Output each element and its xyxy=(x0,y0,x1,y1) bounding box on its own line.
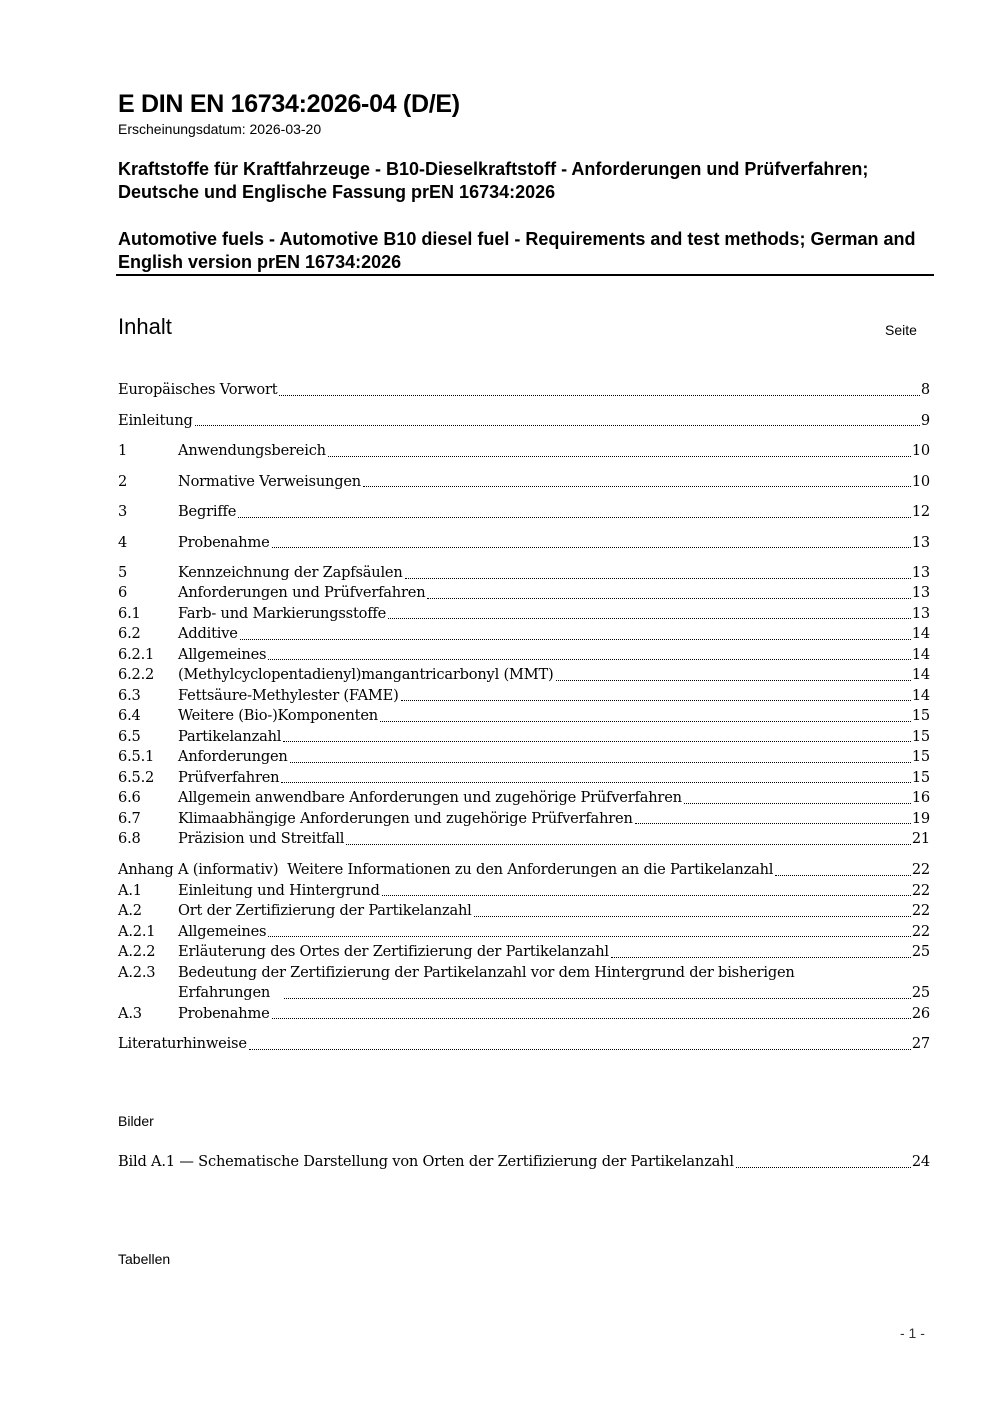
toc-entry-page: 21 xyxy=(911,830,930,847)
toc-leader-dots xyxy=(382,895,911,896)
toc-leader-dots xyxy=(238,517,911,518)
toc-page-column-heading: Seite xyxy=(885,322,917,338)
toc-entry[interactable] xyxy=(118,523,930,554)
toc-entry-label: Ort der Zertifizierung der Partikelanzahl xyxy=(178,902,472,919)
toc-entry-page: 19 xyxy=(911,809,930,827)
toc-entry[interactable] xyxy=(118,901,930,922)
title-german: Kraftstoffe für Kraftfahrzeuge - B10-Dieselkraftstoff - Anforderungen und Prüfverfahren; Deutsche und Englische Fassung prEN 16734:2026 xyxy=(118,159,869,202)
toc-entry[interactable] xyxy=(118,860,930,881)
toc-entry[interactable] xyxy=(118,686,930,707)
toc-leader-dots xyxy=(272,1018,911,1019)
toc-entry-label: Allgemeines xyxy=(178,922,267,940)
toc-entry-label: Farb- und Markierungsstoffe xyxy=(178,604,387,622)
toc-entry[interactable] xyxy=(118,809,930,830)
toc-entry-page: 22 xyxy=(911,881,930,899)
toc-leader-dots xyxy=(635,823,911,824)
toc-leader-dots xyxy=(556,680,911,681)
toc-entry-label: Additive xyxy=(178,625,238,642)
toc-entry[interactable] xyxy=(118,1034,930,1055)
toc-entry-label: (Methylcyclopentadienyl)mangantricarbonyl (MMT) xyxy=(178,666,554,683)
toc-entry-number: A.2.2 xyxy=(118,943,156,960)
toc-leader-dots xyxy=(268,936,911,937)
toc-entry-number: 6.3 xyxy=(118,686,141,704)
toc-entry[interactable] xyxy=(118,431,930,462)
toc-entry-page: 26 xyxy=(911,1004,930,1022)
toc-entry-number: 6 xyxy=(118,584,128,601)
toc-entry[interactable] xyxy=(118,553,930,584)
toc-group-annex-a xyxy=(118,860,930,1024)
toc-entry-number: 6.7 xyxy=(118,809,141,827)
toc-entry-label: Fettsäure-Methylester (FAME) xyxy=(178,686,399,704)
toc-leader-dots xyxy=(268,659,911,660)
toc-entry[interactable] xyxy=(118,881,930,902)
figure-entry-page: 24 xyxy=(911,1153,930,1170)
toc-entry-number: 6.2.1 xyxy=(118,645,155,663)
figures-list xyxy=(118,1152,930,1173)
figure-entry-label: Bild A.1 — Schematische Darstellung von Orten der Zertifizierung der Partikelanzahl xyxy=(118,1153,734,1170)
toc-entry-page: 14 xyxy=(911,686,930,704)
toc-entry-page: 10 xyxy=(911,472,930,490)
toc-leader-dots xyxy=(405,578,911,579)
toc-entry-number: 1 xyxy=(118,442,128,459)
toc-entry-page: 27 xyxy=(911,1035,930,1052)
toc-entry-label: Erläuterung des Ortes der Zertifizierung der Partikelanzahl xyxy=(178,943,609,960)
toc-entry[interactable] xyxy=(118,963,930,1004)
toc-entry-number: 6.5.1 xyxy=(118,748,155,765)
toc-entry[interactable] xyxy=(118,604,930,625)
toc-entry[interactable] xyxy=(118,829,930,850)
toc-entry-page: 14 xyxy=(911,666,930,683)
toc-entry-number: A.1 xyxy=(118,881,142,899)
toc-entry-label: Probenahme xyxy=(178,1004,270,1022)
toc-entry-page: 9 xyxy=(920,411,930,429)
toc-leader-dots xyxy=(363,486,911,487)
toc-leader-dots xyxy=(775,875,911,876)
toc-entry-number: 6.2 xyxy=(118,625,141,642)
toc-leader-dots xyxy=(388,618,911,619)
toc-entry-page: 14 xyxy=(911,625,930,642)
toc-entry-number: A.2.3 xyxy=(118,963,156,981)
toc-entry[interactable] xyxy=(118,922,930,943)
toc-entry-number: 6.6 xyxy=(118,789,141,806)
toc-entry[interactable] xyxy=(118,401,930,432)
toc-entry-number: 6.8 xyxy=(118,830,141,847)
toc-entry-label: Kennzeichnung der Zapfsäulen xyxy=(178,564,403,581)
toc-entry[interactable] xyxy=(118,788,930,809)
toc-entry-number: 6.1 xyxy=(118,604,141,622)
toc-entry-page: 14 xyxy=(911,645,930,663)
toc-entry-label: Prüfverfahren xyxy=(178,768,280,786)
toc-group-bibliography xyxy=(118,1034,930,1055)
figures-heading: Bilder xyxy=(118,1113,154,1129)
toc-entry-page: 22 xyxy=(911,902,930,919)
toc-entry[interactable] xyxy=(118,645,930,666)
toc-entry-page: 12 xyxy=(911,503,930,520)
toc-entry-label: Allgemein anwendbare Anforderungen und zugehörige Prüfverfahren xyxy=(178,789,682,806)
toc-entry[interactable] xyxy=(118,727,930,748)
toc-leader-dots xyxy=(346,844,911,845)
toc-entry[interactable] xyxy=(118,768,930,789)
toc-entry-page: 15 xyxy=(911,707,930,724)
toc-entry-page: 25 xyxy=(911,943,930,960)
toc-entry-number: 6.2.2 xyxy=(118,666,155,683)
toc-entry[interactable] xyxy=(118,624,930,645)
toc-entry-label: Bedeutung der Zertifizierung der Partikelanzahl vor dem Hintergrund der bisherigen Erfahrungen xyxy=(178,963,795,1001)
toc-group-section-6 xyxy=(118,583,930,850)
document-id: E DIN EN 16734:2026-04 (D/E) xyxy=(118,90,460,118)
toc-entry-page: 13 xyxy=(911,533,930,551)
toc-heading: Inhalt xyxy=(118,314,172,339)
toc-leader-dots xyxy=(240,639,911,640)
toc-leader-dots xyxy=(283,741,911,742)
toc-entry-page: 10 xyxy=(911,442,930,459)
toc-leader-dots xyxy=(195,425,920,426)
toc-entry-number: 5 xyxy=(118,564,128,581)
toc-entry-label: Europäisches Vorwort xyxy=(118,381,278,398)
toc-entry-label: Anhang A (informativ) Weitere Informationen zu den Anforderungen an die Partikelanzahl xyxy=(118,861,774,878)
toc-entry-number: 2 xyxy=(118,472,128,490)
toc-leader-dots xyxy=(736,1167,911,1168)
toc-leader-dots xyxy=(281,782,910,783)
toc-entry-label: Anwendungsbereich xyxy=(178,442,326,459)
toc-leader-dots xyxy=(272,547,911,548)
toc-entry[interactable] xyxy=(118,747,930,768)
toc-entry-label: Anforderungen xyxy=(178,748,288,765)
toc-entry-number: A.2 xyxy=(118,902,142,919)
toc-entry[interactable] xyxy=(118,942,930,963)
toc-entry-page: 22 xyxy=(911,922,930,940)
toc-entry-number: 6.5.2 xyxy=(118,768,155,786)
tables-heading: Tabellen xyxy=(118,1251,171,1267)
toc-entry-label: Literaturhinweise xyxy=(118,1035,247,1052)
toc-entry-number: A.3 xyxy=(118,1004,142,1022)
toc-entry-label: Partikelanzahl xyxy=(178,727,282,745)
title-divider xyxy=(116,274,934,276)
toc-entry-label: Einleitung und Hintergrund xyxy=(178,881,380,899)
toc-entry-number: A.2.1 xyxy=(118,922,156,940)
toc-entry-label: Weitere (Bio-)Komponenten xyxy=(178,707,378,724)
toc-entry[interactable] xyxy=(118,665,930,686)
figure-entry[interactable] xyxy=(118,1152,930,1173)
toc-entry-label: Anforderungen und Prüfverfahren xyxy=(178,584,426,601)
toc-leader-dots xyxy=(611,957,911,958)
toc-entry-number: 6.4 xyxy=(118,707,141,724)
title-english: Automotive fuels - Automotive B10 diesel fuel - Requirements and test methods; German and English version prEN 16734:2026 xyxy=(118,229,916,272)
toc-entry[interactable] xyxy=(118,706,930,727)
toc-entry-number: 6.5 xyxy=(118,727,141,745)
toc-leader-dots xyxy=(401,700,911,701)
toc-leader-dots xyxy=(284,998,911,999)
toc-entry-page: 13 xyxy=(911,604,930,622)
toc-entry-page: 15 xyxy=(911,727,930,745)
toc-entry-page: 15 xyxy=(911,768,930,786)
toc-leader-dots xyxy=(249,1049,911,1050)
toc-leader-dots xyxy=(427,598,910,599)
toc-leader-dots xyxy=(328,456,911,457)
toc-entry[interactable] xyxy=(118,462,930,493)
toc-entry-page: 16 xyxy=(911,789,930,806)
toc-entry-label: Probenahme xyxy=(178,533,270,551)
footer-page-number: - 1 - xyxy=(900,1325,925,1341)
toc-entry-number: 3 xyxy=(118,503,128,520)
toc-leader-dots xyxy=(290,762,911,763)
toc-leader-dots xyxy=(474,916,911,917)
toc-entry-label: Präzision und Streitfall xyxy=(178,830,345,847)
toc-entry-page: 25 xyxy=(911,984,930,1001)
toc-entry-page: 13 xyxy=(911,584,930,601)
toc-entry-page: 13 xyxy=(911,564,930,581)
toc-entry-page: 22 xyxy=(911,861,930,878)
publication-date: Erscheinungsdatum: 2026-03-20 xyxy=(118,121,322,137)
toc-entry[interactable] xyxy=(118,370,930,401)
toc-entry-label: Begriffe xyxy=(178,503,237,520)
toc-leader-dots xyxy=(684,803,911,804)
toc-entry-label: Normative Verweisungen xyxy=(178,472,361,490)
toc-entry[interactable] xyxy=(118,1004,930,1025)
toc-group-front xyxy=(118,370,930,584)
toc-entry-page: 8 xyxy=(920,381,930,398)
toc-entry[interactable] xyxy=(118,492,930,523)
toc-entry-label: Einleitung xyxy=(118,411,193,429)
toc-entry-number: 4 xyxy=(118,533,128,551)
toc-entry-label: Allgemeines xyxy=(178,645,267,663)
toc-entry[interactable] xyxy=(118,583,930,604)
toc-leader-dots xyxy=(279,395,919,396)
toc-entry-label: Klimaabhängige Anforderungen und zugehörige Prüfverfahren xyxy=(178,809,633,827)
toc-leader-dots xyxy=(380,721,911,722)
toc-entry-page: 15 xyxy=(911,748,930,765)
